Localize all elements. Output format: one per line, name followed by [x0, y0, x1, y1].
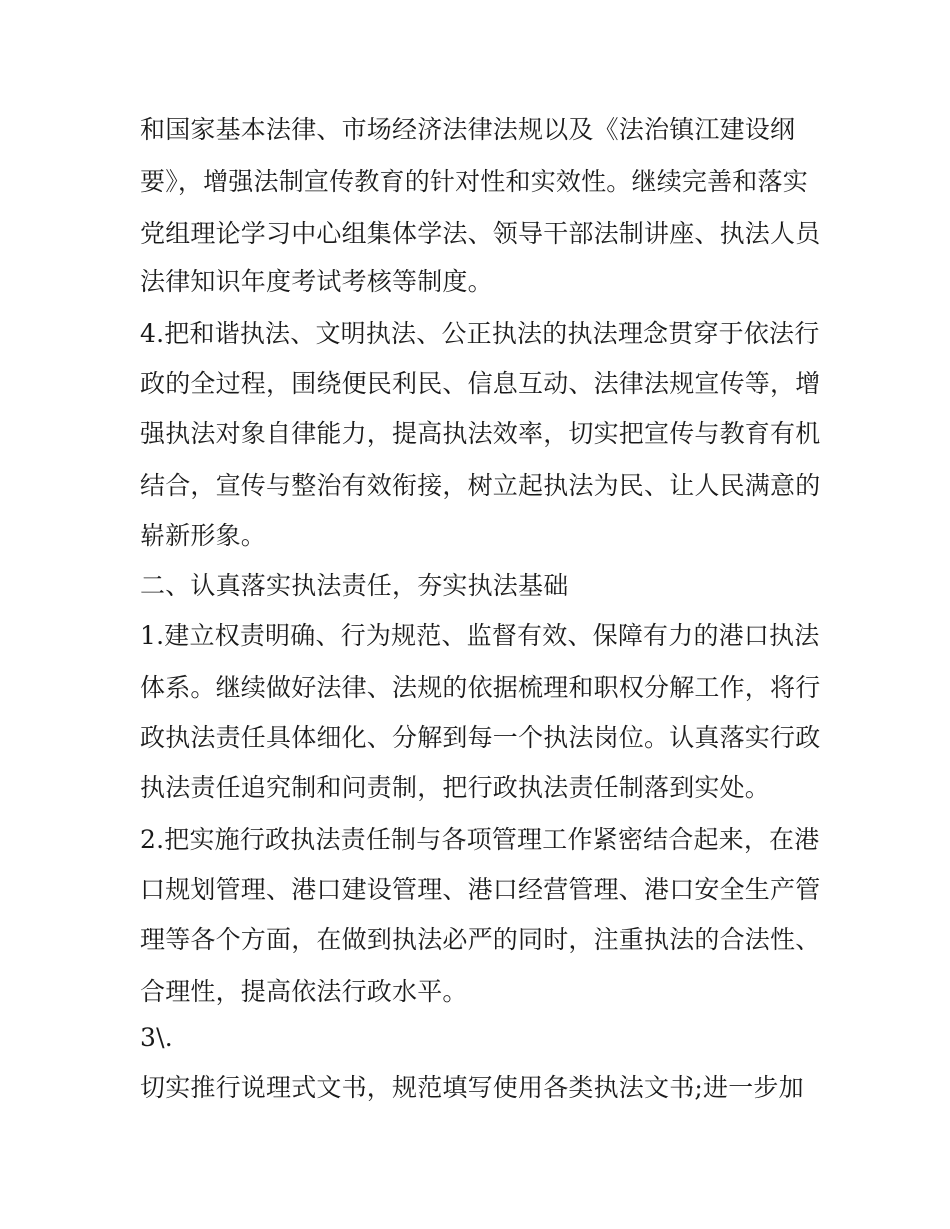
text-line: 执法责任追究制和问责制，把行政执法责任制落到实处。	[140, 773, 771, 802]
text-line: 切实推行说理式文书，规范填写使用各类执法文书;进一步加	[140, 1073, 804, 1102]
text-line: 法律知识年度考试考核等制度。	[140, 267, 493, 296]
text-line: 4.把和谐执法、文明执法、公正执法的执法理念贯穿于依法行	[140, 319, 820, 348]
text-line: 3\.	[140, 1023, 173, 1052]
text-line: 要》，增强法制宣传教育的针对性和实效性。继续完善和落实	[140, 167, 808, 196]
text-line: 结合，宣传与整治有效衔接，树立起执法为民、让人民满意的	[140, 471, 821, 500]
text-line: 党组理论学习中心组集体学法、领导干部法制讲座、执法人员	[140, 219, 821, 248]
text-line: 合理性，提高依法行政水平。	[140, 977, 468, 1006]
text-line: 政执法责任具体细化、分解到每一个执法岗位。认真落实行政	[140, 723, 821, 752]
text-line: 和国家基本法律、市场经济法律法规以及《法治镇江建设纲	[140, 115, 796, 144]
text-line: 1.建立权责明确、行为规范、监督有效、保障有力的港口执法	[140, 621, 820, 650]
text-line: 强执法对象自律能力，提高执法效率，切实把宣传与教育有机	[140, 419, 821, 448]
text-line: 政的全过程，围绕便民利民、信息互动、法律法规宣传等，增	[140, 369, 821, 398]
text-line: 2.把实施行政执法责任制与各项管理工作紧密结合起来，在港	[140, 825, 820, 854]
section-heading: 二、认真落实执法责任，夯实执法基础	[140, 571, 569, 600]
text-line: 体系。继续做好法律、法规的依据梳理和职权分解工作，将行	[140, 673, 821, 702]
text-line: 崭新形象。	[140, 521, 267, 550]
text-line: 口规划管理、港口建设管理、港口经营管理、港口安全生产管	[140, 875, 821, 904]
text-line: 理等各个方面，在做到执法必严的同时，注重执法的合法性、	[140, 925, 821, 954]
